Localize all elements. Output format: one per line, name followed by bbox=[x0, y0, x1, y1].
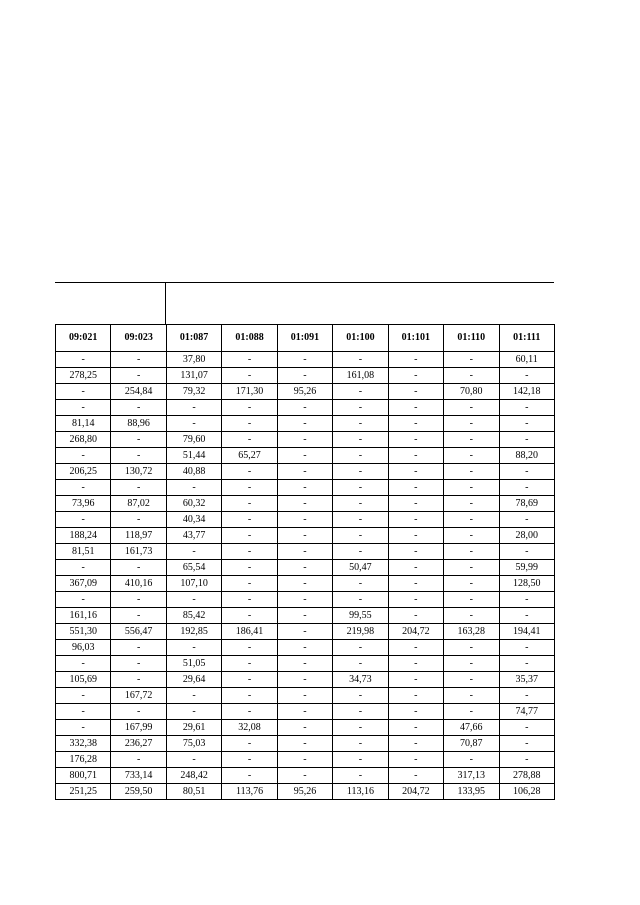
table-row bbox=[56, 576, 555, 592]
table-cell: - bbox=[166, 400, 221, 416]
table-row bbox=[56, 432, 555, 448]
table-cell: 29,61 bbox=[166, 720, 221, 736]
table-cell: 78,69 bbox=[499, 496, 555, 512]
table-cell: - bbox=[56, 400, 111, 416]
table-cell: - bbox=[166, 592, 221, 608]
table-cell: - bbox=[444, 576, 499, 592]
table-cell: - bbox=[277, 400, 332, 416]
table-row bbox=[56, 784, 555, 800]
table-cell: 65,54 bbox=[166, 560, 221, 576]
table-cell: - bbox=[222, 704, 277, 720]
table-cell: 50,47 bbox=[333, 560, 388, 576]
table-cell: 268,80 bbox=[56, 432, 111, 448]
table-cell: - bbox=[111, 352, 166, 368]
table-cell: - bbox=[333, 464, 388, 480]
table-cell: - bbox=[388, 528, 443, 544]
table-cell: - bbox=[444, 528, 499, 544]
table-row bbox=[56, 480, 555, 496]
table-cell: 28,00 bbox=[499, 528, 555, 544]
table-cell: 128,50 bbox=[499, 576, 555, 592]
table-cell: 43,77 bbox=[166, 528, 221, 544]
table-cell: - bbox=[222, 416, 277, 432]
table-cell: - bbox=[388, 704, 443, 720]
table-cell: 95,26 bbox=[277, 784, 332, 800]
table-row bbox=[56, 416, 555, 432]
table-cell: 192,85 bbox=[166, 624, 221, 640]
table-cell: - bbox=[388, 752, 443, 768]
table-cell: - bbox=[111, 608, 166, 624]
table-row bbox=[56, 400, 555, 416]
table-cell: 254,84 bbox=[111, 384, 166, 400]
table-row bbox=[56, 736, 555, 752]
table-row bbox=[56, 544, 555, 560]
table-cell: 37,80 bbox=[166, 352, 221, 368]
table-cell: - bbox=[333, 640, 388, 656]
table-cell: - bbox=[56, 592, 111, 608]
table-cell: - bbox=[222, 672, 277, 688]
table-cell: 59,99 bbox=[499, 560, 555, 576]
table-cell: - bbox=[111, 640, 166, 656]
table-cell: - bbox=[222, 528, 277, 544]
table-row bbox=[56, 752, 555, 768]
table-cell: - bbox=[333, 736, 388, 752]
table-cell: - bbox=[444, 608, 499, 624]
table-cell: - bbox=[277, 416, 332, 432]
table-cell: 171,30 bbox=[222, 384, 277, 400]
table-row bbox=[56, 592, 555, 608]
table-cell: - bbox=[56, 448, 111, 464]
table-cell: - bbox=[56, 352, 111, 368]
table-cell: - bbox=[333, 656, 388, 672]
table-cell: - bbox=[388, 416, 443, 432]
table-cell: - bbox=[111, 368, 166, 384]
table-row bbox=[56, 368, 555, 384]
table-row bbox=[56, 672, 555, 688]
table-row bbox=[56, 688, 555, 704]
column-header: 01:087 bbox=[166, 325, 221, 352]
table-cell: 35,37 bbox=[499, 672, 555, 688]
table-cell: - bbox=[222, 432, 277, 448]
column-header: 01:111 bbox=[499, 325, 555, 352]
table-row bbox=[56, 560, 555, 576]
table-cell: - bbox=[277, 496, 332, 512]
table-top-divider bbox=[165, 282, 166, 324]
table-cell: - bbox=[111, 512, 166, 528]
table-cell: - bbox=[388, 480, 443, 496]
table-cell: - bbox=[499, 752, 555, 768]
table-cell: - bbox=[388, 464, 443, 480]
table-cell: - bbox=[277, 480, 332, 496]
column-header: 01:100 bbox=[333, 325, 388, 352]
column-header: 01:110 bbox=[444, 325, 499, 352]
table-cell: - bbox=[333, 432, 388, 448]
table-cell: - bbox=[499, 512, 555, 528]
table-cell: 194,41 bbox=[499, 624, 555, 640]
table-cell: - bbox=[333, 704, 388, 720]
table-cell: - bbox=[444, 448, 499, 464]
table-cell: - bbox=[277, 704, 332, 720]
table-top-rule bbox=[55, 282, 554, 283]
table-cell: 51,44 bbox=[166, 448, 221, 464]
table-row bbox=[56, 352, 555, 368]
table-cell: - bbox=[277, 368, 332, 384]
table-cell: - bbox=[277, 656, 332, 672]
table-cell: 248,42 bbox=[166, 768, 221, 784]
table-cell: - bbox=[277, 592, 332, 608]
table-cell: - bbox=[56, 512, 111, 528]
table-cell: - bbox=[499, 416, 555, 432]
column-header: 01:088 bbox=[222, 325, 277, 352]
table-cell: - bbox=[444, 512, 499, 528]
table-cell: - bbox=[499, 432, 555, 448]
table-cell: - bbox=[222, 368, 277, 384]
table-cell: - bbox=[333, 720, 388, 736]
table-cell: 87,02 bbox=[111, 496, 166, 512]
table-cell: - bbox=[388, 496, 443, 512]
table-cell: 188,24 bbox=[56, 528, 111, 544]
table-cell: 118,97 bbox=[111, 528, 166, 544]
table-cell: 73,96 bbox=[56, 496, 111, 512]
table-cell: - bbox=[333, 768, 388, 784]
table-cell: - bbox=[166, 704, 221, 720]
table-cell: - bbox=[222, 480, 277, 496]
table-cell: - bbox=[444, 432, 499, 448]
table-cell: 236,27 bbox=[111, 736, 166, 752]
table-cell: 99,55 bbox=[333, 608, 388, 624]
table-cell: - bbox=[499, 688, 555, 704]
table-cell: - bbox=[388, 672, 443, 688]
table-cell: 85,42 bbox=[166, 608, 221, 624]
table-cell: 105,69 bbox=[56, 672, 111, 688]
table-cell: 556,47 bbox=[111, 624, 166, 640]
table-cell: - bbox=[388, 544, 443, 560]
table-cell: - bbox=[222, 768, 277, 784]
table-cell: - bbox=[166, 640, 221, 656]
table-cell: 34,73 bbox=[333, 672, 388, 688]
table-cell: 130,72 bbox=[111, 464, 166, 480]
table-header bbox=[56, 325, 555, 352]
table-cell: - bbox=[388, 592, 443, 608]
table-cell: - bbox=[388, 608, 443, 624]
table-cell: - bbox=[388, 368, 443, 384]
table-cell: 32,08 bbox=[222, 720, 277, 736]
table-cell: - bbox=[222, 464, 277, 480]
table-cell: - bbox=[56, 384, 111, 400]
table-cell: - bbox=[388, 560, 443, 576]
table-cell: - bbox=[388, 400, 443, 416]
table-cell: 40,88 bbox=[166, 464, 221, 480]
table-row bbox=[56, 528, 555, 544]
table-cell: - bbox=[277, 528, 332, 544]
table-cell: - bbox=[166, 688, 221, 704]
table-cell: 107,10 bbox=[166, 576, 221, 592]
table-cell: - bbox=[166, 416, 221, 432]
table-cell: - bbox=[222, 688, 277, 704]
table-cell: 40,34 bbox=[166, 512, 221, 528]
table-cell: - bbox=[388, 656, 443, 672]
table-cell: - bbox=[222, 544, 277, 560]
column-header: 09:021 bbox=[56, 325, 111, 352]
table-cell: - bbox=[56, 704, 111, 720]
table-cell: 29,64 bbox=[166, 672, 221, 688]
table-cell: - bbox=[56, 688, 111, 704]
table-row bbox=[56, 448, 555, 464]
table-cell: - bbox=[56, 560, 111, 576]
table-cell: 81,14 bbox=[56, 416, 111, 432]
table-cell: 204,72 bbox=[388, 784, 443, 800]
table-cell: - bbox=[499, 368, 555, 384]
table-cell: 161,73 bbox=[111, 544, 166, 560]
table-cell: - bbox=[222, 640, 277, 656]
table-cell: - bbox=[388, 512, 443, 528]
table-cell: 219,98 bbox=[333, 624, 388, 640]
table-cell: 551,30 bbox=[56, 624, 111, 640]
table-cell: 410,16 bbox=[111, 576, 166, 592]
data-table bbox=[55, 324, 555, 800]
table-cell: - bbox=[444, 656, 499, 672]
table-cell: 161,08 bbox=[333, 368, 388, 384]
table-cell: - bbox=[333, 384, 388, 400]
table-row bbox=[56, 608, 555, 624]
table-cell: - bbox=[499, 656, 555, 672]
table-cell: - bbox=[444, 352, 499, 368]
table-cell: - bbox=[444, 496, 499, 512]
table-cell: - bbox=[333, 480, 388, 496]
table-cell: 96,03 bbox=[56, 640, 111, 656]
table-cell: - bbox=[388, 448, 443, 464]
table-cell: 88,96 bbox=[111, 416, 166, 432]
table-row bbox=[56, 512, 555, 528]
table-cell: 259,50 bbox=[111, 784, 166, 800]
table-cell: - bbox=[444, 464, 499, 480]
table-row bbox=[56, 720, 555, 736]
table-cell: - bbox=[444, 640, 499, 656]
table-cell: - bbox=[444, 592, 499, 608]
table-cell: - bbox=[56, 480, 111, 496]
table-cell: - bbox=[444, 368, 499, 384]
table-cell: 113,16 bbox=[333, 784, 388, 800]
table-cell: - bbox=[444, 688, 499, 704]
table-cell: - bbox=[277, 624, 332, 640]
table-cell: - bbox=[388, 736, 443, 752]
table-cell: 79,32 bbox=[166, 384, 221, 400]
table-row bbox=[56, 656, 555, 672]
table-cell: 113,76 bbox=[222, 784, 277, 800]
table-cell: - bbox=[277, 720, 332, 736]
table-cell: 733,14 bbox=[111, 768, 166, 784]
table-cell: - bbox=[277, 512, 332, 528]
table-row bbox=[56, 704, 555, 720]
table-cell: - bbox=[222, 592, 277, 608]
table-row bbox=[56, 640, 555, 656]
table-cell: - bbox=[222, 752, 277, 768]
table-cell: - bbox=[222, 496, 277, 512]
table-cell: - bbox=[388, 640, 443, 656]
table-cell: 800,71 bbox=[56, 768, 111, 784]
table-cell: - bbox=[333, 576, 388, 592]
column-header: 01:101 bbox=[388, 325, 443, 352]
table-cell: 51,05 bbox=[166, 656, 221, 672]
table-cell: - bbox=[333, 496, 388, 512]
table-cell: 332,38 bbox=[56, 736, 111, 752]
table-cell: - bbox=[388, 768, 443, 784]
table-cell: 88,20 bbox=[499, 448, 555, 464]
table-cell: 95,26 bbox=[277, 384, 332, 400]
table-cell: 47,66 bbox=[444, 720, 499, 736]
table-cell: 251,25 bbox=[56, 784, 111, 800]
table-cell: - bbox=[111, 448, 166, 464]
table-cell: - bbox=[499, 480, 555, 496]
table-cell: 176,28 bbox=[56, 752, 111, 768]
table-cell: 80,51 bbox=[166, 784, 221, 800]
table-cell: - bbox=[499, 544, 555, 560]
table-cell: 79,60 bbox=[166, 432, 221, 448]
table-cell: - bbox=[277, 672, 332, 688]
table-cell: - bbox=[277, 432, 332, 448]
table-cell: - bbox=[444, 672, 499, 688]
table-cell: - bbox=[56, 720, 111, 736]
table-cell: - bbox=[333, 400, 388, 416]
table-cell: 133,95 bbox=[444, 784, 499, 800]
column-header: 01:091 bbox=[277, 325, 332, 352]
table-row bbox=[56, 464, 555, 480]
header-row bbox=[56, 325, 555, 352]
table-cell: 204,72 bbox=[388, 624, 443, 640]
table-cell: - bbox=[277, 464, 332, 480]
table-cell: 131,07 bbox=[166, 368, 221, 384]
table-cell: - bbox=[111, 656, 166, 672]
table-cell: 81,51 bbox=[56, 544, 111, 560]
table-cell: 206,25 bbox=[56, 464, 111, 480]
table-cell: 367,09 bbox=[56, 576, 111, 592]
table-cell: - bbox=[222, 352, 277, 368]
table-cell: - bbox=[388, 432, 443, 448]
table-cell: - bbox=[222, 576, 277, 592]
table-cell: 167,99 bbox=[111, 720, 166, 736]
table-cell: - bbox=[333, 688, 388, 704]
table-cell: - bbox=[111, 480, 166, 496]
table-cell: - bbox=[111, 592, 166, 608]
table-row bbox=[56, 624, 555, 640]
table-cell: - bbox=[333, 544, 388, 560]
table-cell: - bbox=[333, 592, 388, 608]
table-cell: - bbox=[277, 576, 332, 592]
table-cell: - bbox=[444, 752, 499, 768]
table-cell: - bbox=[277, 768, 332, 784]
table-cell: - bbox=[388, 384, 443, 400]
table-cell: - bbox=[277, 752, 332, 768]
table-cell: - bbox=[444, 560, 499, 576]
table-cell: 70,80 bbox=[444, 384, 499, 400]
table-cell: - bbox=[499, 720, 555, 736]
table-cell: - bbox=[444, 416, 499, 432]
table-cell: - bbox=[499, 400, 555, 416]
table-cell: - bbox=[222, 400, 277, 416]
table-cell: 186,41 bbox=[222, 624, 277, 640]
table-cell: - bbox=[222, 736, 277, 752]
table-cell: - bbox=[333, 416, 388, 432]
table-body bbox=[56, 352, 555, 800]
table-cell: - bbox=[111, 400, 166, 416]
table-cell: - bbox=[333, 448, 388, 464]
table-cell: 74,77 bbox=[499, 704, 555, 720]
table-cell: 65,27 bbox=[222, 448, 277, 464]
table-cell: - bbox=[111, 672, 166, 688]
table-row bbox=[56, 768, 555, 784]
table-cell: - bbox=[444, 480, 499, 496]
table-cell: - bbox=[56, 656, 111, 672]
table-cell: 70,87 bbox=[444, 736, 499, 752]
table-cell: - bbox=[222, 560, 277, 576]
table-cell: - bbox=[111, 432, 166, 448]
table-cell: 167,72 bbox=[111, 688, 166, 704]
table-cell: 278,88 bbox=[499, 768, 555, 784]
table-cell: - bbox=[499, 736, 555, 752]
table-cell: - bbox=[388, 720, 443, 736]
table-cell: - bbox=[333, 512, 388, 528]
table-cell: - bbox=[277, 736, 332, 752]
table-cell: 161,16 bbox=[56, 608, 111, 624]
table-cell: 163,28 bbox=[444, 624, 499, 640]
table-cell: 60,32 bbox=[166, 496, 221, 512]
table-cell: - bbox=[222, 656, 277, 672]
table-cell: - bbox=[444, 544, 499, 560]
table-cell: - bbox=[388, 352, 443, 368]
table-cell: - bbox=[277, 560, 332, 576]
table-cell: 106,28 bbox=[499, 784, 555, 800]
table-cell: - bbox=[388, 576, 443, 592]
table-cell: - bbox=[444, 400, 499, 416]
table-cell: - bbox=[166, 480, 221, 496]
table-cell: - bbox=[388, 688, 443, 704]
table-row bbox=[56, 496, 555, 512]
table-cell: - bbox=[166, 544, 221, 560]
table-cell: - bbox=[222, 512, 277, 528]
table-cell: - bbox=[277, 544, 332, 560]
table-cell: - bbox=[277, 352, 332, 368]
table-cell: - bbox=[499, 608, 555, 624]
table-cell: - bbox=[111, 704, 166, 720]
table-cell: - bbox=[499, 592, 555, 608]
table-cell: 142,18 bbox=[499, 384, 555, 400]
table-cell: - bbox=[111, 560, 166, 576]
table-cell: 60,11 bbox=[499, 352, 555, 368]
table-cell: - bbox=[333, 352, 388, 368]
table-cell: - bbox=[499, 464, 555, 480]
table-cell: - bbox=[444, 704, 499, 720]
table-cell: - bbox=[333, 528, 388, 544]
table-cell: - bbox=[222, 608, 277, 624]
column-header: 09:023 bbox=[111, 325, 166, 352]
table-cell: 317,13 bbox=[444, 768, 499, 784]
table-cell: - bbox=[333, 752, 388, 768]
table-cell: - bbox=[277, 608, 332, 624]
table-cell: 278,25 bbox=[56, 368, 111, 384]
table-cell: - bbox=[111, 752, 166, 768]
table-cell: - bbox=[277, 640, 332, 656]
table-cell: - bbox=[499, 640, 555, 656]
table-cell: - bbox=[277, 688, 332, 704]
table-row bbox=[56, 384, 555, 400]
table-cell: - bbox=[166, 752, 221, 768]
table-cell: 75,03 bbox=[166, 736, 221, 752]
table-cell: - bbox=[277, 448, 332, 464]
